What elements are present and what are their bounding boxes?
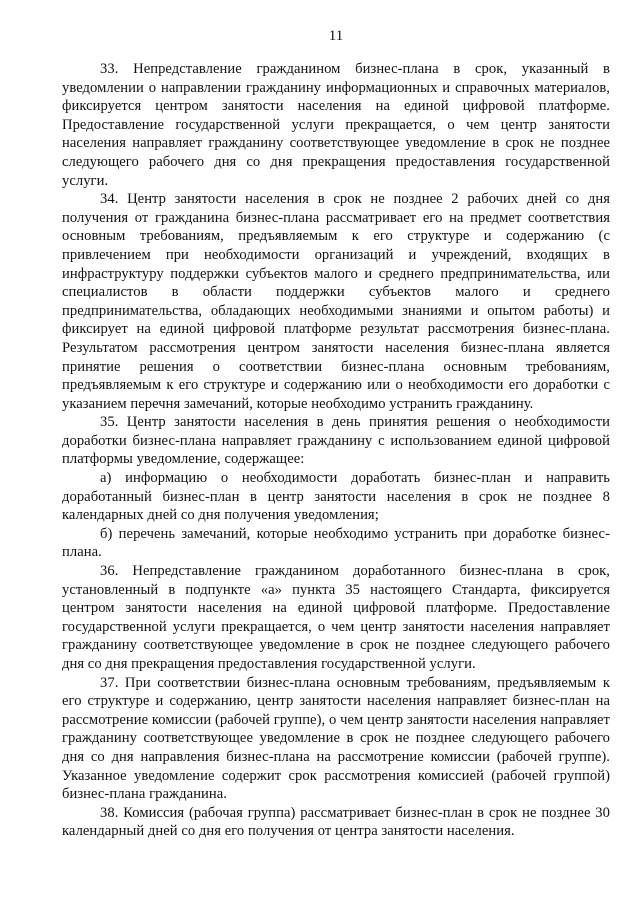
- paragraph-37: 37. При соответствии бизнес-плана основным требованиям, предъявляемым к его структуре и содержанию, центр занятости населения направляет бизнес-план на рассмотрение комиссии (рабочей группе), о чем центр занятости населения направляет гражданину соответствующее уведомление в срок не позднее следующего рабочего дня со дня направления бизнес-плана на рассмотрение комиссии (рабочей группе). Указанное уведомление содержит срок рассмотрения комиссией (рабочей группой) бизнес-плана гражданина.: [62, 674, 610, 803]
- document-page: [62, 26, 610, 841]
- paragraph-36: 36. Непредставление гражданином доработанного бизнес-плана в срок, установленный в подпункте «а» пункта 35 настоящего Стандарта, фиксируется центром занятости населения на единой цифровой платформе. Предоставление государственной услуги прекращается, о чем центр занятости населения направляет гражданину соответствующее уведомление в срок не позднее следующего рабочего дня со дня прекращения предоставления государственной услуги.: [62, 563, 610, 672]
- paragraph-38: 38. Комиссия (рабочая группа) рассматривает бизнес-план в срок не позднее 30 календарный дней со дня его получения от центра занятости населения.: [62, 804, 610, 840]
- paragraph-35: 35. Центр занятости населения в день принятия решения о необходимости доработки бизнес-плана направляет гражданину с использованием единой цифровой платформы уведомление, содержащее:: [62, 414, 610, 468]
- paragraph-35-item-b: б) перечень замечаний, которые необходимо устранить при доработке бизнес-плана.: [62, 525, 610, 561]
- page-number: 11: [328, 28, 344, 44]
- paragraph-34: 34. Центр занятости населения в срок не позднее 2 рабочих дней со дня получения от гражданина бизнес-плана рассматривает его на предмет соответствия основным требованиям, предъявляемым к его структуре и содержанию (с привлечением при необходимости организаций и учреждений, входящих в инфраструктуру поддержки субъектов малого и среднего предпринимательства, или специалистов в области поддержки субъектов малого и среднего предпринимательства, обладающих необходимыми знаниями и опытом работы) и фиксирует на единой цифровой платформе результат рассмотрения бизнес-плана. Результатом рассмотрения центром занятости населения бизнес-плана является принятие решения о соответствии бизнес-плана основным требованиям, предъявляемым к его структуре и содержанию или о необходимости его доработки с указанием перечня замечаний, которые необходимо устранить гражданину.: [62, 191, 610, 412]
- paragraph-35-item-a: а) информацию о необходимости доработать бизнес-план и направить доработанный бизнес-план в центр занятости населения в срок не позднее 8 календарных дней со дня получения уведомления;: [62, 470, 610, 524]
- paragraph-33: 33. Непредставление гражданином бизнес-плана в срок, указанный в уведомлении о направлении гражданину информационных и справочных материалов, фиксируется центром занятости населения на единой цифровой платформе. Предоставление государственной услуги прекращается, о чем центр занятости населения направляет гражданину соответствующее уведомление в срок не позднее следующего рабочего дня со дня прекращения предоставления государственной услуги.: [62, 61, 610, 189]
